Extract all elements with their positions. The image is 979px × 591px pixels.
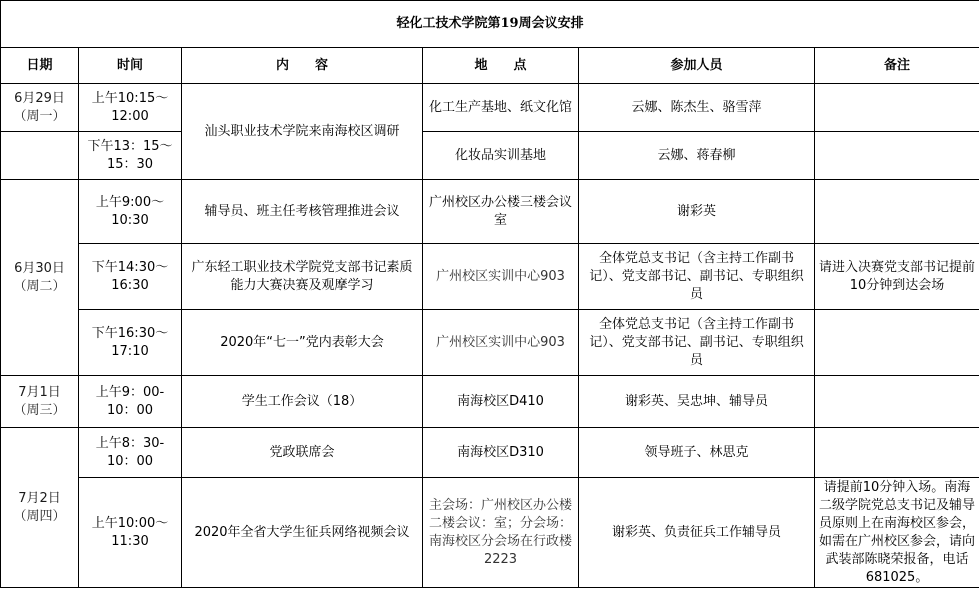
note-cell [815, 376, 979, 428]
date-cell [1, 84, 79, 132]
place-cell: 广州校区办公楼三楼会议室 [423, 180, 579, 244]
note-cell [815, 428, 979, 478]
time-cell: 上午8：30-10：00 [79, 428, 182, 478]
header-date: 日期 [1, 48, 79, 84]
header-row [1, 48, 979, 84]
table-row [1, 84, 979, 132]
content-cell: 2020年“七一”党内表彰大会 [182, 310, 423, 376]
place-cell: 南海校区D410 [423, 376, 579, 428]
time-cell: 上午10:00～11:30 [79, 478, 182, 588]
people-cell: 谢彩英、吴忠坤、辅导员 [579, 376, 815, 428]
place-cell: 化工生产基地、纸文化馆 [423, 84, 579, 132]
table-row [1, 478, 979, 588]
content-cell: 2020年全省大学生征兵网络视频会议 [182, 478, 423, 588]
date-label: 6月30日 [14, 260, 65, 276]
people-cell: 云娜、蒋春柳 [579, 132, 815, 180]
note-cell [815, 132, 979, 180]
header-note: 备注 [815, 48, 979, 84]
date-cell [1, 428, 79, 588]
table-row [1, 428, 979, 478]
time-cell: 上午9：00-10：00 [79, 376, 182, 428]
content-cell: 汕头职业技术学院来南海校区调研 [182, 84, 423, 180]
time-cell: 下午13：15～15：30 [79, 132, 182, 180]
people-cell: 全体党总支书记（含主持工作副书记）、党支部书记、副书记、专职组织员 [579, 310, 815, 376]
date-label: 7月2日 [18, 490, 61, 506]
note-cell [815, 84, 979, 132]
content-cell: 党政联席会 [182, 428, 423, 478]
page-title: 轻化工技术学院第19周会议安排 [1, 1, 979, 48]
header-place: 地 点 [423, 48, 579, 84]
table-row [1, 310, 979, 376]
table-row [1, 132, 979, 180]
date-cell-empty [1, 132, 79, 180]
header-content: 内 容 [182, 48, 423, 84]
people-cell: 全体党总支书记（含主持工作副书记）、党支部书记、副书记、专职组织员 [579, 244, 815, 310]
note-cell: 请提前10分钟入场。南海二级学院党总支书记及辅导员原则上在南海校区参会，如需在广州校区参会，请向武装部陈晓荣报备，电话681025。 [815, 478, 979, 588]
title-row [1, 1, 979, 48]
time-cell: 上午10:15～12:00 [79, 84, 182, 132]
weekday-label: （周一） [13, 108, 66, 124]
table-row [1, 244, 979, 310]
weekday-label: （周二） [13, 278, 66, 294]
weekday-label: （周四） [13, 508, 66, 524]
date-cell [1, 180, 79, 376]
time-cell: 下午16:30～17:10 [79, 310, 182, 376]
place-cell: 化妆品实训基地 [423, 132, 579, 180]
note-cell [815, 180, 979, 244]
table-row [1, 180, 979, 244]
header-people: 参加人员 [579, 48, 815, 84]
header-time: 时间 [79, 48, 182, 84]
time-cell: 下午14:30～16:30 [79, 244, 182, 310]
people-cell: 领导班子、林思克 [579, 428, 815, 478]
place-cell: 主会场：广州校区办公楼二楼会议：室；分会场：南海校区分会场在行政楼2223 [423, 478, 579, 588]
time-cell: 上午9:00～10:30 [79, 180, 182, 244]
place-cell: 广州校区实训中心903 [423, 244, 579, 310]
note-cell [815, 310, 979, 376]
content-cell: 学生工作会议（18） [182, 376, 423, 428]
date-label: 7月1日 [18, 384, 61, 400]
place-cell: 南海校区D310 [423, 428, 579, 478]
people-cell: 谢彩英 [579, 180, 815, 244]
people-cell: 谢彩英、负责征兵工作辅导员 [579, 478, 815, 588]
date-cell [1, 376, 79, 428]
people-cell: 云娜、陈杰生、骆雪萍 [579, 84, 815, 132]
weekday-label: （周三） [13, 402, 66, 418]
content-cell: 广东轻工职业技术学院党支部书记素质能力大赛决赛及观摩学习 [182, 244, 423, 310]
content-cell: 辅导员、班主任考核管理推进会议 [182, 180, 423, 244]
date-label: 6月29日 [14, 90, 65, 106]
table-row [1, 376, 979, 428]
note-cell: 请进入决赛党支部书记提前10分钟到达会场 [815, 244, 979, 310]
place-cell: 广州校区实训中心903 [423, 310, 579, 376]
